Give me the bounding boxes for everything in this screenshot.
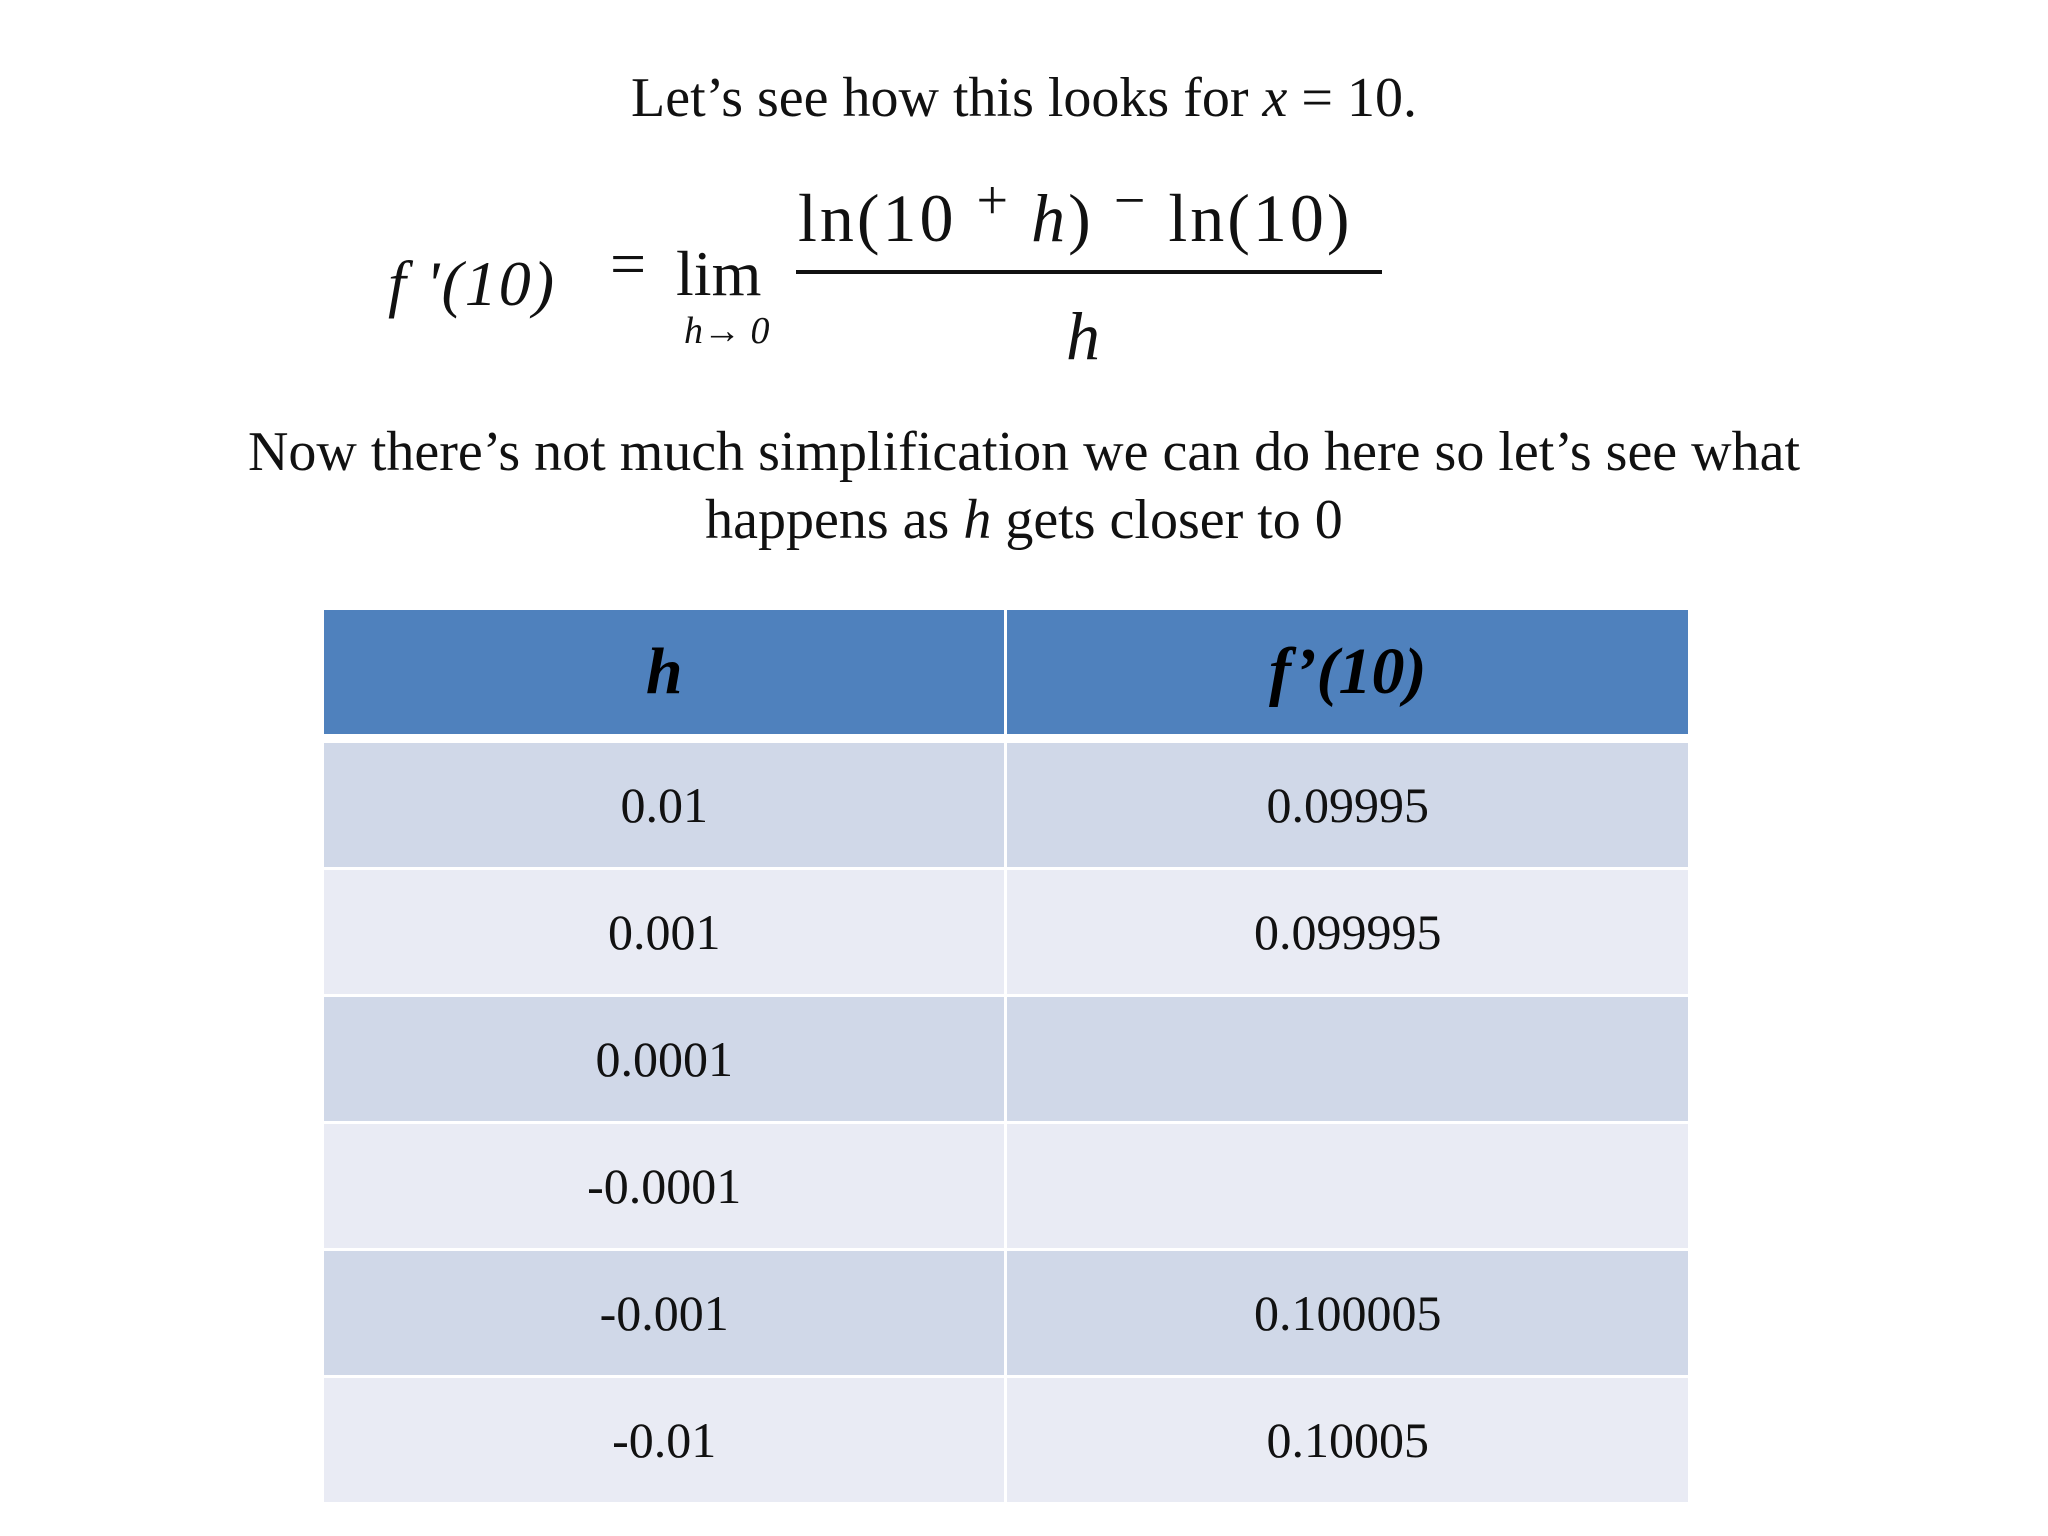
paragraph-line-2 [0, 486, 2048, 554]
numerator-part-a: ln(10 [798, 180, 977, 256]
intro-after: = 10. [1287, 67, 1417, 129]
cell-f-prime [1004, 994, 1688, 1121]
cell-h: 0.001 [324, 867, 1004, 994]
table-row [324, 1375, 1688, 1502]
numerator-part-b: ) [1068, 180, 1114, 256]
formula-lhs: f '(10) [388, 248, 557, 319]
cell-f-prime [1004, 1121, 1688, 1248]
formula-lim-subscript: h→ 0 [684, 310, 770, 352]
table-header-row [324, 610, 1688, 740]
table-row [324, 740, 1688, 867]
formula-lim: lim [676, 238, 762, 309]
cell-f-prime: 0.09995 [1004, 740, 1688, 867]
cell-h: 0.0001 [324, 994, 1004, 1121]
numerator-part-c: ln(10) [1148, 180, 1353, 256]
explanation-paragraph [0, 418, 2048, 554]
numerator-plus: + [976, 170, 1012, 232]
cell-h: -0.0001 [324, 1121, 1004, 1248]
table-row [324, 1121, 1688, 1248]
paragraph-line-1: Now there’s not much simplification we can do here so let’s see what [247, 421, 1801, 483]
fraction-bar [796, 270, 1382, 274]
header-f-prime: f’(10) [1004, 610, 1688, 740]
formula-numerator [798, 170, 1353, 265]
line2-after: gets closer to 0 [991, 489, 1343, 551]
values-table [324, 610, 1688, 1502]
table-row [324, 867, 1688, 994]
cell-h: -0.01 [324, 1375, 1004, 1502]
header-h: h [324, 610, 1004, 740]
numerator-h: h [1011, 180, 1069, 256]
numerator-minus: − [1113, 170, 1149, 232]
cell-h: -0.001 [324, 1248, 1004, 1375]
formula-denominator: h [1066, 298, 1100, 374]
cell-f-prime: 0.10005 [1004, 1375, 1688, 1502]
formula-equals: = [610, 228, 647, 299]
intro-before: Let’s see how this looks for [631, 67, 1263, 129]
cell-h: 0.01 [324, 740, 1004, 867]
table-row [324, 994, 1688, 1121]
table-row [324, 1248, 1688, 1375]
cell-f-prime: 0.099995 [1004, 867, 1688, 994]
intro-variable: x [1262, 67, 1288, 129]
derivative-formula [0, 160, 2048, 390]
line2-before: happens as [705, 489, 964, 551]
intro-text [0, 60, 2048, 136]
cell-f-prime: 0.100005 [1004, 1248, 1688, 1375]
line2-variable: h [963, 489, 992, 551]
